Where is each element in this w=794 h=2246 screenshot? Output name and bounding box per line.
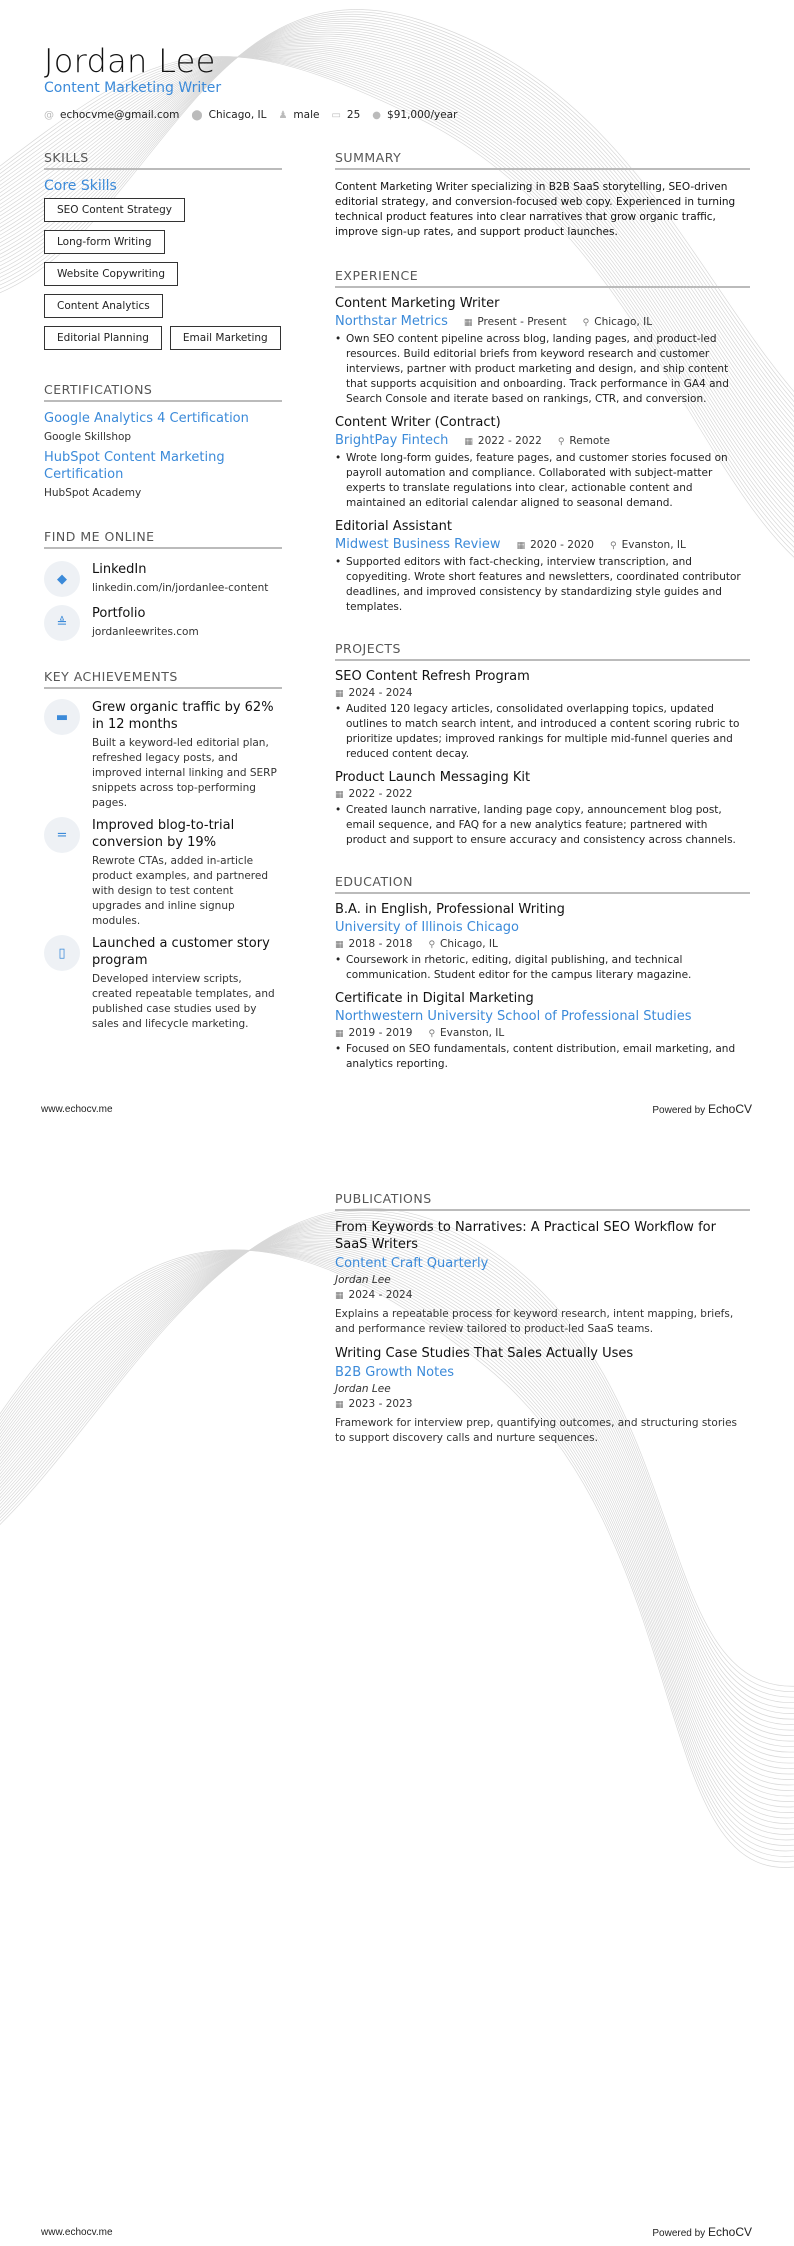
education-item [335,902,750,983]
at-icon: @ [44,110,54,121]
section-heading: SKILLS [44,150,282,170]
contact-age [331,109,360,121]
skill-tags [44,198,282,350]
contact-text: echocvme@gmail.com [60,109,180,121]
brand-name: EchoCV [707,2225,752,2239]
contact-salary [372,109,457,121]
section-heading: FIND ME ONLINE [44,529,282,549]
cert-title: Google Analytics 4 Certification [44,411,249,426]
skill-tag: Content Analytics [44,294,163,318]
achievement-desc: Developed interview scripts, created repeatable templates, and published case studies used by sales and lifecycle marketing. [92,973,275,1030]
achievement-title: Launched a customer story program [92,936,270,968]
dates: 2019 - 2019 [348,1027,413,1039]
company: BrightPay Fintech [335,433,449,448]
dates: 2020 - 2020 [530,538,594,551]
right-column [335,150,750,1072]
project-bullet: • Audited 120 legacy articles, consolidated overlapping topics, updated outlines to match search intent, and introduced a content scoring rubric to prioritize updates; improved rankings for multiple mid-funnel queries and reduced content decay. [335,702,750,762]
skill-tag: SEO Content Strategy [44,198,185,222]
skill-tag: Editorial Planning [44,326,162,350]
cube-icon: ◆ [44,561,80,597]
location-icon: ⬤ [191,110,203,121]
location-icon: ⚲ [557,436,565,447]
school: University of Illinois Chicago [335,920,519,935]
author: Jordan Lee [335,1383,391,1395]
contact-text: 25 [346,109,361,121]
candidate-title: Content Marketing Writer [44,80,222,96]
powered-label: Powered by [652,1105,706,1116]
achievement-item [44,935,282,1032]
equals-icon: = [44,817,80,853]
location: Remote [569,434,610,447]
skill-tag: Website Copywriting [44,262,178,286]
achievement-desc: Rewrote CTAs, added in-article product examples, and partnered with design to test content upgrades and inline signup modules. [92,855,269,927]
location-icon: ⚲ [582,317,590,328]
section-heading: CERTIFICATIONS [44,382,282,402]
section-heading: PUBLICATIONS [335,1191,750,1211]
calendar-icon: ▦ [464,436,473,447]
powered-label: Powered by [652,2228,706,2239]
resume-page-2 [0,1123,794,2246]
skill-tag: Email Marketing [170,326,281,350]
location-icon: ⚲ [428,1029,436,1039]
footer-site[interactable]: www.echocv.me [41,2227,113,2238]
achievement-item [44,699,282,811]
education-bullet: • Focused on SEO fundamentals, content distribution, email marketing, and analytics reporting. [335,1042,750,1072]
calendar-icon: ▦ [463,317,473,328]
dates: 2024 - 2024 [348,687,413,699]
education-bullet: • Coursework in rhetoric, editing, digital publishing, and technical communication. Student editor for the campus literary magazine. [335,953,750,983]
job-bullet: • Own SEO content pipeline across blog, landing pages, and product-led resources. Build editorial briefs from keyword research and customer interviews, partner with product marketing and design, and ship content that supports acquisition and onboarding. Track performance in GA4 and Search Console and iterate based on rankings, CTR, and conversion. [335,332,750,407]
dates: 2024 - 2024 [348,1289,413,1301]
achievement-title: Grew organic traffic by 62% in 12 months [92,700,274,732]
tablet-icon: ▯ [44,935,80,971]
section-heading: KEY ACHIEVEMENTS [44,669,282,689]
section-heading: EDUCATION [335,874,750,894]
publication-desc: Framework for interview prep, quantifying outcomes, and structuring stories to support discovery calls and nurture sequences. [335,1417,738,1444]
company: Midwest Business Review [335,537,501,552]
school: Northwestern University School of Professional Studies [335,1009,692,1024]
achievement-item [44,817,282,929]
calendar-icon: ▦ [516,540,526,551]
project-title: SEO Content Refresh Program [335,669,530,684]
degree: Certificate in Digital Marketing [335,991,534,1006]
job-bullet: • Wrote long-form guides, feature pages, and customer stories focused on payroll automation and compliance. Collaborated with subject-matter experts to translate regulations into clear, actionable content and maintained an editorial calendar aligned to seasonal demand. [335,451,750,511]
publication-item [335,1219,750,1337]
candidate-name: Jordan Lee [44,42,216,80]
calendar-icon: ▭ [331,110,341,121]
publication-title: Writing Case Studies That Sales Actually Uses [335,1346,634,1361]
publication-item [335,1345,750,1446]
dates: Present - Present [477,315,567,328]
location-icon: ⚲ [428,940,436,950]
cert-issuer: Google Skillshop [44,431,132,443]
dates: 2022 - 2022 [477,434,542,447]
battery-icon: ▬ [44,699,80,735]
project-title: Product Launch Messaging Kit [335,770,531,785]
experience-item [335,415,750,511]
person-icon: ♟ [278,110,288,121]
online-label: LinkedIn [92,562,147,577]
footer-powered [652,2225,752,2239]
cert-title: HubSpot Content Marketing Certification [44,450,225,482]
contact-location [191,109,266,121]
project-item [335,669,750,762]
job-bullet: • Supported editors with fact-checking, interview transcription, and copyediting. Wrote short features and newsletters, coordinated contributor deadlines, and improved consistency by standardizing style guides and templates. [335,555,750,615]
calendar-icon: ▦ [335,1029,344,1039]
contact-line [44,109,457,121]
cert-issuer: HubSpot Academy [44,487,142,499]
cake-icon: ≜ [44,605,80,641]
skill-group-title: Core Skills [44,178,117,194]
contact-text: Chicago, IL [208,109,267,121]
dates: 2022 - 2022 [348,788,413,800]
achievement-desc: Built a keyword-led editorial plan, refreshed legacy posts, and improved internal linking and SERP snippets across top-performing pages. [92,737,277,809]
location: Chicago, IL [594,315,653,328]
dates: 2023 - 2023 [348,1398,413,1410]
job-role: Editorial Assistant [335,519,453,534]
author: Jordan Lee [335,1274,391,1286]
publisher: Content Craft Quarterly [335,1256,489,1271]
calendar-icon: ▦ [335,940,344,950]
skill-tag: Long-form Writing [44,230,165,254]
brand-name: EchoCV [707,1102,752,1116]
contact-text: $91,000/year [387,109,458,121]
calendar-icon: ▦ [335,790,344,800]
project-item [335,770,750,848]
publication-desc: Explains a repeatable process for keyword research, intent mapping, briefs, and performance review tailored to product-led SaaS teams. [335,1308,734,1335]
money-icon: ● [372,110,382,121]
project-bullet: • Created launch narrative, landing page copy, announcement blog post, email sequence, and FAQ for a new analytics feature; partnered with product and support to ensure accuracy and consistency across channels. [335,803,750,848]
achievement-title: Improved blog-to-trial conversion by 19% [92,818,235,850]
online-item-linkedin[interactable] [44,561,282,597]
section-heading: EXPERIENCE [335,268,750,288]
location: Evanston, IL [621,538,686,551]
company: Northstar Metrics [335,314,448,329]
footer-site[interactable]: www.echocv.me [41,1104,113,1115]
summary-text: Content Marketing Writer specializing in B2B SaaS storytelling, SEO-driven editorial strategy, and conversion-focused web copy. Experienced in turning technical product features into clear narratives that grow organic traffic, improve sign-up rates, and support product launches. [335,181,736,238]
contact-gender [278,109,319,121]
left-column [44,150,282,1040]
online-label: Portfolio [92,606,146,621]
publication-title: From Keywords to Narratives: A Practical SEO Workflow for SaaS Writers [335,1220,716,1252]
online-url[interactable]: linkedin.com/in/jordanlee-content [92,582,269,594]
location: Evanston, IL [440,1027,505,1039]
dates: 2018 - 2018 [348,938,413,950]
contact-email [44,109,179,121]
section-heading: SUMMARY [335,150,750,170]
location-icon: ⚲ [610,540,617,551]
calendar-icon: ▦ [335,1400,344,1410]
footer-powered [652,1102,752,1116]
location: Chicago, IL [440,938,498,950]
contact-text: male [293,109,320,121]
degree: B.A. in English, Professional Writing [335,902,565,917]
education-item [335,991,750,1072]
experience-item [335,296,750,407]
online-url[interactable]: jordanleewrites.com [92,626,199,638]
calendar-icon: ▦ [335,689,344,699]
online-item-portfolio[interactable] [44,605,282,641]
publisher: B2B Growth Notes [335,1365,454,1380]
section-heading: PROJECTS [335,641,750,661]
job-role: Content Marketing Writer [335,296,500,311]
right-column [335,1191,750,1446]
experience-item [335,519,750,615]
job-role: Content Writer (Contract) [335,415,501,430]
calendar-icon: ▦ [335,1291,344,1301]
